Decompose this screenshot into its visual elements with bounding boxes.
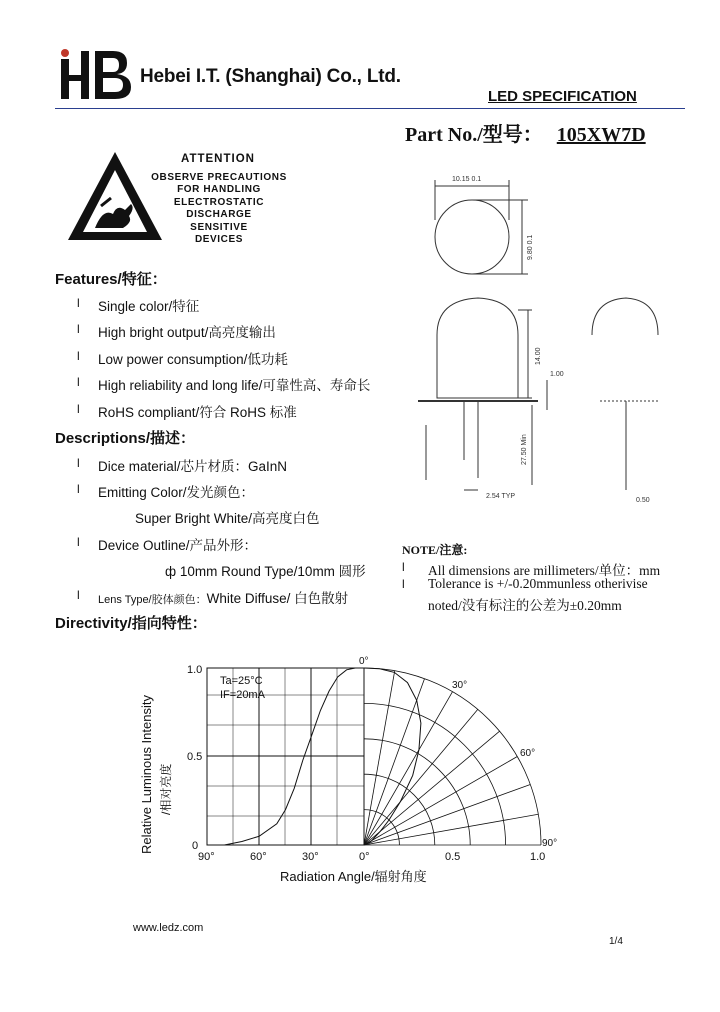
dim-pitch: 2.54 TYP <box>486 493 516 500</box>
feature-item: Single color/特征 <box>98 299 200 314</box>
footer-url: www.ledz.com <box>133 922 204 934</box>
emitting-color-label: Emitting Color/发光颜色： <box>98 485 255 500</box>
dim-body-h: 14.00 <box>535 347 542 365</box>
intensity-curve-polar <box>364 668 421 845</box>
x-tick-label: 60° <box>250 851 267 863</box>
bullet: l <box>77 535 80 549</box>
dimension-drawing <box>400 160 690 510</box>
polar-label: 30° <box>452 680 468 691</box>
dim-lead-len: 27.50 Min <box>521 434 528 465</box>
descriptions-heading: Descriptions/描述： <box>55 430 196 447</box>
attention-line: SENSITIVE <box>190 221 248 233</box>
attention-text <box>148 172 290 246</box>
condition-label: Ta=25°C <box>220 675 263 687</box>
bullet: l <box>402 577 405 591</box>
company-name: Hebei I.T. (Shanghai) Co., Ltd. <box>140 66 401 87</box>
x-tick-label: 0° <box>359 851 370 863</box>
feature-item: Low power consumption/低功耗 <box>98 352 288 367</box>
note-line-3: noted/没有标注的公差为±0.20mm <box>428 598 622 613</box>
lens-type-label: Lens Type/胶体颜色： <box>98 594 207 606</box>
features-heading: Features/特征： <box>55 271 167 288</box>
attention-line: DEVICES <box>194 234 244 246</box>
polar-label: 90° <box>542 838 558 849</box>
dim-lead-w: 0.50 <box>636 497 650 504</box>
note-line-1: All dimensions are millimeters/单位：mm <box>428 563 661 578</box>
bullet: l <box>77 402 80 416</box>
dim-top-dia: 10.15 0.1 <box>452 176 482 183</box>
attention-line: ELECTROSTATIC <box>173 196 265 208</box>
part-number-line <box>405 118 646 147</box>
bullet: l <box>77 375 80 389</box>
emitting-color-value: Super Bright White/高亮度白色 <box>135 511 320 526</box>
dim-top-h: 9.80 0.1 <box>527 234 534 260</box>
bullet: l <box>77 482 80 496</box>
condition-label: IF=20mA <box>220 689 265 701</box>
bullet: l <box>77 456 80 470</box>
x-axis-label: Radiation Angle/辐射角度 <box>280 869 427 884</box>
y-tick-label: 0.5 <box>187 751 203 763</box>
page-number: 1/4 <box>609 936 623 947</box>
feature-item: High reliability and long life/可靠性高、寿命长 <box>98 378 371 393</box>
device-outline-label: Device Outline/产品外形： <box>98 538 258 553</box>
x-tick-label: 30° <box>302 851 319 863</box>
polar-label: 0° <box>359 656 369 667</box>
header-divider <box>55 108 685 109</box>
note-title: NOTE/注意: <box>402 543 468 557</box>
dice-material: Dice material/芯片材质：GaInN <box>98 459 288 474</box>
x-tick-label: 90° <box>198 851 215 863</box>
bullet: l <box>402 560 405 574</box>
bullet: l <box>77 349 80 363</box>
y-axis-label-cn: /相对亮度 <box>159 763 173 815</box>
y-axis-label: Relative Luminous Intensity <box>139 695 154 854</box>
attention-line: DISCHARGE <box>186 209 252 221</box>
feature-item: High bright output/高亮度输出 <box>98 325 276 340</box>
x-tick-label: 1.0 <box>530 851 546 863</box>
directivity-chart <box>130 650 570 890</box>
logo-dot-icon <box>61 49 69 57</box>
lens-type <box>98 587 348 607</box>
doc-title: LED SPECIFICATION <box>488 88 637 105</box>
company-logo <box>55 45 135 101</box>
feature-item: RoHS compliant/符合 RoHS 标准 <box>98 405 297 420</box>
x-tick-label: 0.5 <box>445 851 461 863</box>
directivity-heading: Directivity/指向特性： <box>55 615 207 632</box>
part-label: Part No./型号： <box>405 124 543 146</box>
dim-flange: 1.00 <box>550 371 564 378</box>
bullet: l <box>77 322 80 336</box>
lens-type-value: White Diffuse/ 白色散射 <box>206 591 349 606</box>
attention-line: OBSERVE PRECAUTIONS <box>151 172 287 183</box>
bullet: l <box>77 296 80 310</box>
part-number: 105XW7D <box>556 124 646 146</box>
attention-title: ATTENTION <box>181 153 255 165</box>
y-tick-label: 1.0 <box>187 664 203 676</box>
bullet: l <box>77 588 80 602</box>
y-tick-label: 0 <box>192 840 199 852</box>
note-line-2: Tolerance is +/-0.20mmunless otherivise <box>428 576 648 591</box>
device-outline-value: ф 10mm Round Type/10mm 圆形 <box>165 564 366 579</box>
attention-line: FOR HANDLING <box>177 184 261 196</box>
polar-label: 60° <box>520 748 536 759</box>
